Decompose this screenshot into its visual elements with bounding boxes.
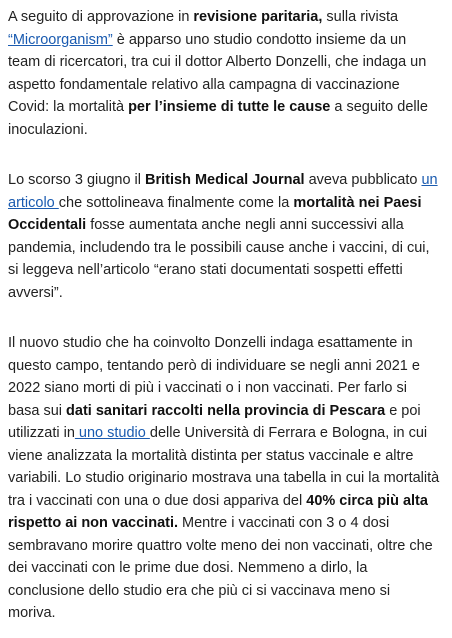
p3-text-1: Il nuovo studio che ha coinvolto Donzelli indaga esattamente in questo campo, tentando però di individuare se negli anni 2021 e 2022 siano morti di più i vaccinati o i non vaccinati. Per farlo si basa sui bbox=[8, 335, 420, 419]
p3-bold-40-percent: 40% circa più alta rispetto ai non vaccinati. bbox=[8, 492, 428, 531]
p1-text-3: è apparso uno studio condotto insieme da un team di ricercatori, tra cui il dottor Alberto Donzelli, che indaga un aspetto fondamentale relativo alla campagna di vaccinazione Covid: la mortalità bbox=[8, 31, 427, 115]
p2-text-1: Lo scorso 3 giugno il bbox=[8, 172, 146, 188]
p2-bold-mortality-western: mortalità nei Paesi Occidentali bbox=[8, 194, 422, 233]
p1-text-1: A seguito di approvazione in bbox=[8, 9, 194, 25]
bmj-article-link[interactable]: un articolo bbox=[8, 172, 438, 211]
p3-text-4: Mentre i vaccinati con 3 o 4 dosi sembravano morire quattro volte meno dei non vaccinati, oltre che dei vaccinati con le prime due dosi. Nemmeno a dirlo, la conclusione dello studio era che più ci si vaccinava meno si moriva. bbox=[8, 515, 433, 621]
paragraph-1 bbox=[8, 0, 440, 141]
p3-bold-pescara-data: dati sanitari raccolti nella provincia di Pescara bbox=[66, 402, 386, 419]
study-link[interactable]: uno studio bbox=[74, 425, 150, 441]
p1-bold-peer-review: revisione paritaria, bbox=[193, 9, 323, 25]
p1-text-4: a seguito delle inoculazioni. bbox=[8, 99, 428, 138]
p3-text-2: e poi utilizzati in bbox=[8, 402, 421, 441]
paragraph-2 bbox=[8, 163, 440, 304]
p2-bold-bmj: British Medical Journal bbox=[145, 172, 305, 188]
p2-text-3: che sottolineava finalmente come la bbox=[58, 194, 294, 211]
p3-text-3: delle Università di Ferrara e Bologna, in cui viene analizzata la mortalità distinta per status vaccinale e altre variabili. Lo studio originario mostrava una tabella in cui la mortalità tra i vaccinati con una o due dosi appariva del bbox=[8, 425, 440, 509]
microorganism-link[interactable]: “Microorganism” bbox=[8, 31, 113, 48]
paragraph-3 bbox=[8, 326, 440, 625]
p2-text-2: aveva pubblicato bbox=[304, 172, 422, 188]
p1-text-2: sulla rivista bbox=[322, 9, 399, 25]
p2-text-4: fosse aumentata anche negli anni successivi alla pandemia, includendo tra le possibili cause anche i vaccini, di cui, si leggeva nell’articolo “erano stati documentati sospetti effetti avversi”. bbox=[8, 217, 430, 301]
p1-bold-all-causes: per l’insieme di tutte le cause bbox=[128, 99, 331, 115]
